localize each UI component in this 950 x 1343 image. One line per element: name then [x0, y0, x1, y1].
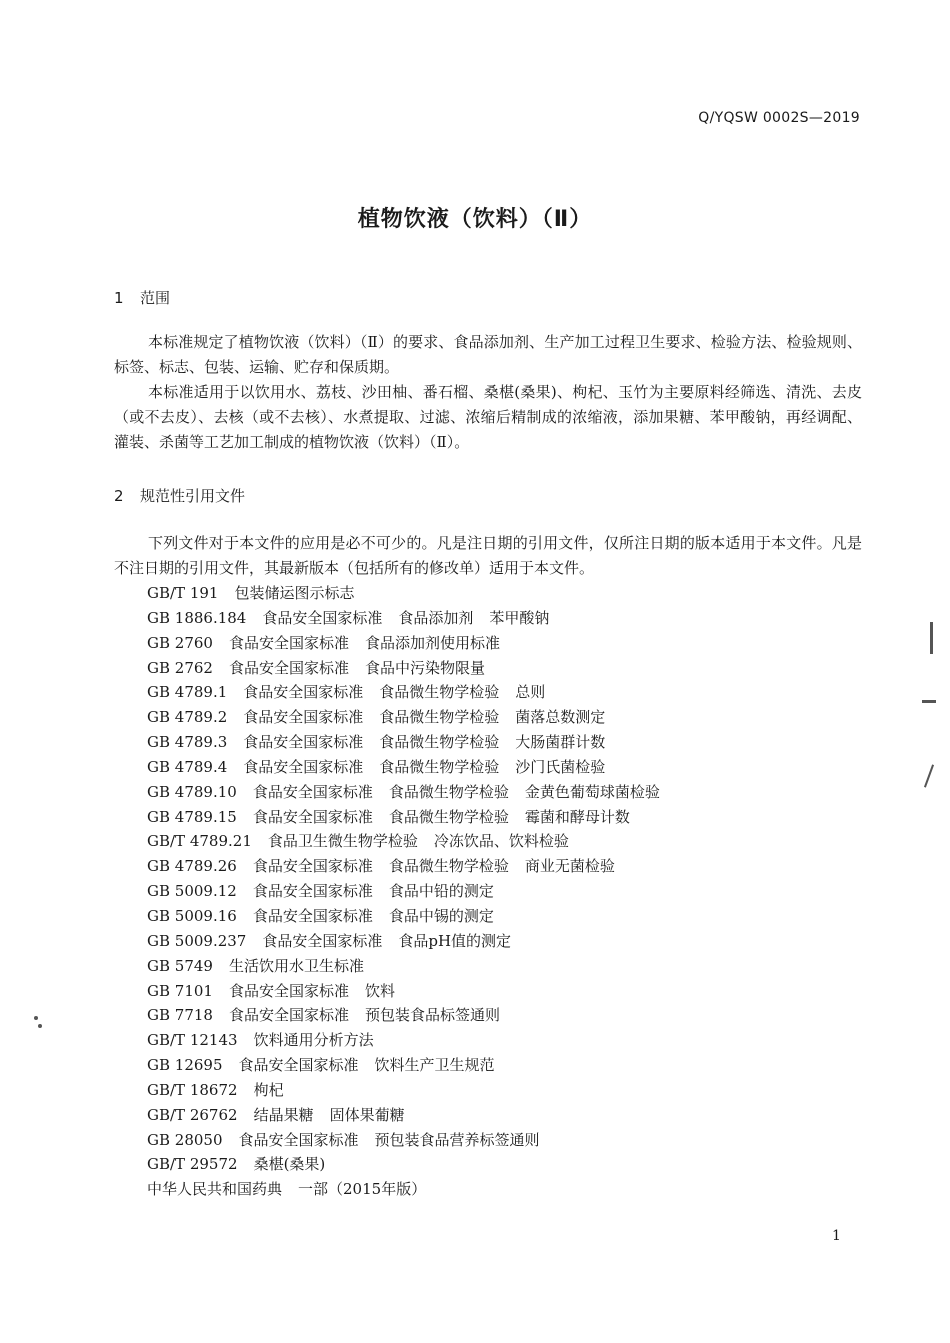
reference-title-part: 食品安全国家标准: [228, 633, 349, 652]
reference-code: GB 5009.12: [147, 882, 237, 901]
document-title: 植物饮液（饮料）（Ⅱ）: [357, 207, 593, 232]
reference-code: GB 12695: [147, 1056, 223, 1075]
reference-title-part: 食品安全国家标准: [262, 608, 383, 627]
reference-title-part: 食品安全国家标准: [243, 757, 364, 776]
reference-title-part: 食品安全国家标准: [262, 931, 383, 950]
references-intro-paragraph: 下列文件对于本文件的应用是必不可少的。凡是注日期的引用文件，仅所注日期的版本适用于本文件。凡是不注日期的引用文件，其最新版本（包括所有的修改单）适用于本文件。: [114, 534, 862, 577]
reference-title-part: 枸杞: [253, 1080, 284, 1099]
reference-code: GB 5009.16: [147, 906, 237, 925]
reference-code: GB 7101: [147, 981, 213, 1000]
reference-item: [147, 606, 847, 631]
reference-code: GB 1886.184: [147, 608, 247, 627]
reference-item: [147, 730, 847, 755]
reference-item: [147, 680, 847, 705]
reference-code: GB 2760: [147, 633, 213, 652]
section-number: 1: [114, 289, 124, 307]
reference-title-part: 生活饮用水卫生标准: [228, 956, 364, 975]
reference-title-part: 食品微生物学检验: [388, 782, 509, 801]
reference-code: GB/T 18672: [147, 1080, 238, 1099]
section-title: 范围: [140, 289, 171, 307]
reference-title-part: 食品微生物学检验: [379, 683, 500, 702]
reference-title-part: 食品安全国家标准: [228, 981, 349, 1000]
reference-title-part: 食品安全国家标准: [243, 683, 364, 702]
reference-item: [147, 705, 847, 730]
reference-title-part: 食品中铅的测定: [388, 882, 494, 901]
reference-item: [147, 904, 847, 929]
reference-code: GB 5009.237: [147, 931, 247, 950]
section-heading-scope: [114, 287, 170, 308]
reference-code: GB 7718: [147, 1006, 213, 1025]
reference-item: [147, 755, 847, 780]
reference-title-part: 冷冻饮品、饮料检验: [433, 832, 569, 851]
section-number: 2: [114, 487, 124, 505]
reference-list: [147, 581, 847, 1202]
reference-title-part: 食品安全国家标准: [243, 733, 364, 752]
reference-title-part: 食品安全国家标准: [228, 1006, 349, 1025]
scan-mark: [34, 1016, 38, 1020]
reference-title-part: 霉菌和酵母计数: [524, 807, 630, 826]
scan-mark: [922, 700, 936, 703]
scope-paragraph-1: 本标准规定了植物饮液（饮料）（Ⅱ）的要求、食品添加剂、生产加工过程卫生要求、检验方法、检验规则、标签、标志、包装、运输、贮存和保质期。: [114, 333, 862, 376]
reference-code: GB 4789.15: [147, 807, 237, 826]
reference-title-part: 食品安全国家标准: [238, 1130, 359, 1149]
reference-item: [147, 581, 847, 606]
reference-title-part: 食品添加剂: [398, 608, 474, 627]
reference-title-part: 商业无菌检验: [524, 857, 615, 876]
reference-title-part: 金黄色葡萄球菌检验: [524, 782, 660, 801]
scan-mark: [924, 764, 934, 787]
reference-code: GB/T 26762: [147, 1105, 238, 1124]
reference-item: [147, 1053, 847, 1078]
reference-title-part: 食品安全国家标准: [238, 1056, 359, 1075]
reference-code: GB/T 29572: [147, 1155, 238, 1174]
reference-code: GB/T 12143: [147, 1031, 238, 1050]
reference-title-part: 饮料: [364, 981, 395, 1000]
reference-title-part: 食品微生物学检验: [388, 807, 509, 826]
reference-title-part: 食品微生物学检验: [388, 857, 509, 876]
reference-title-part: 食品卫生微生物学检验: [267, 832, 418, 851]
reference-title-part: 食品安全国家标准: [252, 857, 373, 876]
reference-code: GB 4789.4: [147, 757, 228, 776]
reference-code: GB 4789.26: [147, 857, 237, 876]
reference-code: GB 4789.1: [147, 683, 228, 702]
reference-item: [147, 854, 847, 879]
reference-item: [147, 954, 847, 979]
reference-code: GB 5749: [147, 956, 213, 975]
reference-code: GB 4789.10: [147, 782, 237, 801]
reference-item: [147, 780, 847, 805]
reference-title-part: 食品微生物学检验: [379, 708, 500, 727]
reference-title-part: 预包装食品标签通则: [364, 1006, 500, 1025]
reference-code: 中华人民共和国药典: [147, 1180, 283, 1199]
reference-title-part: 食品添加剂使用标准: [364, 633, 500, 652]
reference-item: [147, 879, 847, 904]
reference-title-part: 包装储运图示标志: [234, 584, 355, 602]
reference-title-part: 食品安全国家标准: [252, 882, 373, 901]
reference-code: GB/T 4789.21: [147, 832, 252, 851]
scope-paragraph-2: 本标准适用于以饮用水、荔枝、沙田柚、番石榴、桑椹(桑果)、枸杞、玉竹为主要原料经筛选、清洗、去皮（或不去皮）、去核（或不去核）、水煮提取、过滤、浓缩后精制成的浓缩液，添加果糖、苯甲酸钠，再经调配、灌装、杀菌等工艺加工制成的植物饮液（饮料）（Ⅱ）。: [114, 383, 862, 451]
reference-title-part: 固体果葡糖: [329, 1105, 405, 1124]
reference-item: [147, 656, 847, 681]
reference-title-part: 食品微生物学检验: [379, 733, 500, 752]
reference-item: [147, 979, 847, 1004]
reference-title-part: 总则: [515, 683, 546, 702]
reference-item: [147, 805, 847, 830]
reference-title-part: 饮料生产卫生规范: [374, 1056, 495, 1075]
reference-item: [147, 631, 847, 656]
reference-code: GB 4789.3: [147, 733, 228, 752]
standard-code: Q/YQSW 0002S—2019: [698, 110, 860, 126]
reference-title-part: 食品安全国家标准: [252, 807, 373, 826]
reference-title-part: 大肠菌群计数: [515, 733, 606, 752]
reference-title-part: 桑椹(桑果): [253, 1155, 326, 1174]
reference-code: GB 2762: [147, 658, 213, 677]
reference-title-part: 预包装食品营养标签通则: [374, 1130, 540, 1149]
section-title: 规范性引用文件: [140, 487, 246, 505]
reference-title-part: 饮料通用分析方法: [253, 1031, 374, 1050]
reference-title-part: 一部（2015年版）: [298, 1180, 427, 1199]
reference-item: [147, 1103, 847, 1128]
reference-title-part: 食品微生物学检验: [379, 757, 500, 776]
scan-mark: [930, 622, 933, 654]
reference-item: [147, 1078, 847, 1103]
reference-title-part: 食品中污染物限量: [364, 658, 485, 677]
reference-item: [147, 929, 847, 954]
reference-item: [147, 1152, 847, 1177]
reference-title-part: 食品安全国家标准: [252, 782, 373, 801]
reference-code: GB/T 191: [147, 584, 219, 602]
reference-title-part: 食品安全国家标准: [252, 906, 373, 925]
scan-mark: [38, 1024, 42, 1028]
reference-title-part: 菌落总数测定: [515, 708, 606, 727]
reference-item: [147, 1128, 847, 1153]
reference-item: [147, 1177, 847, 1202]
reference-code: GB 4789.2: [147, 708, 228, 727]
section-heading-normative-references: [114, 485, 245, 506]
reference-code: GB 28050: [147, 1130, 223, 1149]
reference-title-part: 苯甲酸钠: [489, 608, 550, 627]
reference-title-part: 食品安全国家标准: [243, 708, 364, 727]
reference-title-part: 食品安全国家标准: [228, 658, 349, 677]
reference-item: [147, 829, 847, 854]
reference-item: [147, 1003, 847, 1028]
reference-title-part: 结晶果糖: [253, 1105, 314, 1124]
reference-title-part: 食品pH值的测定: [398, 931, 512, 950]
page-number: 1: [832, 1228, 841, 1244]
reference-title-part: 沙门氏菌检验: [515, 757, 606, 776]
reference-item: [147, 1028, 847, 1053]
reference-title-part: 食品中锡的测定: [388, 906, 494, 925]
